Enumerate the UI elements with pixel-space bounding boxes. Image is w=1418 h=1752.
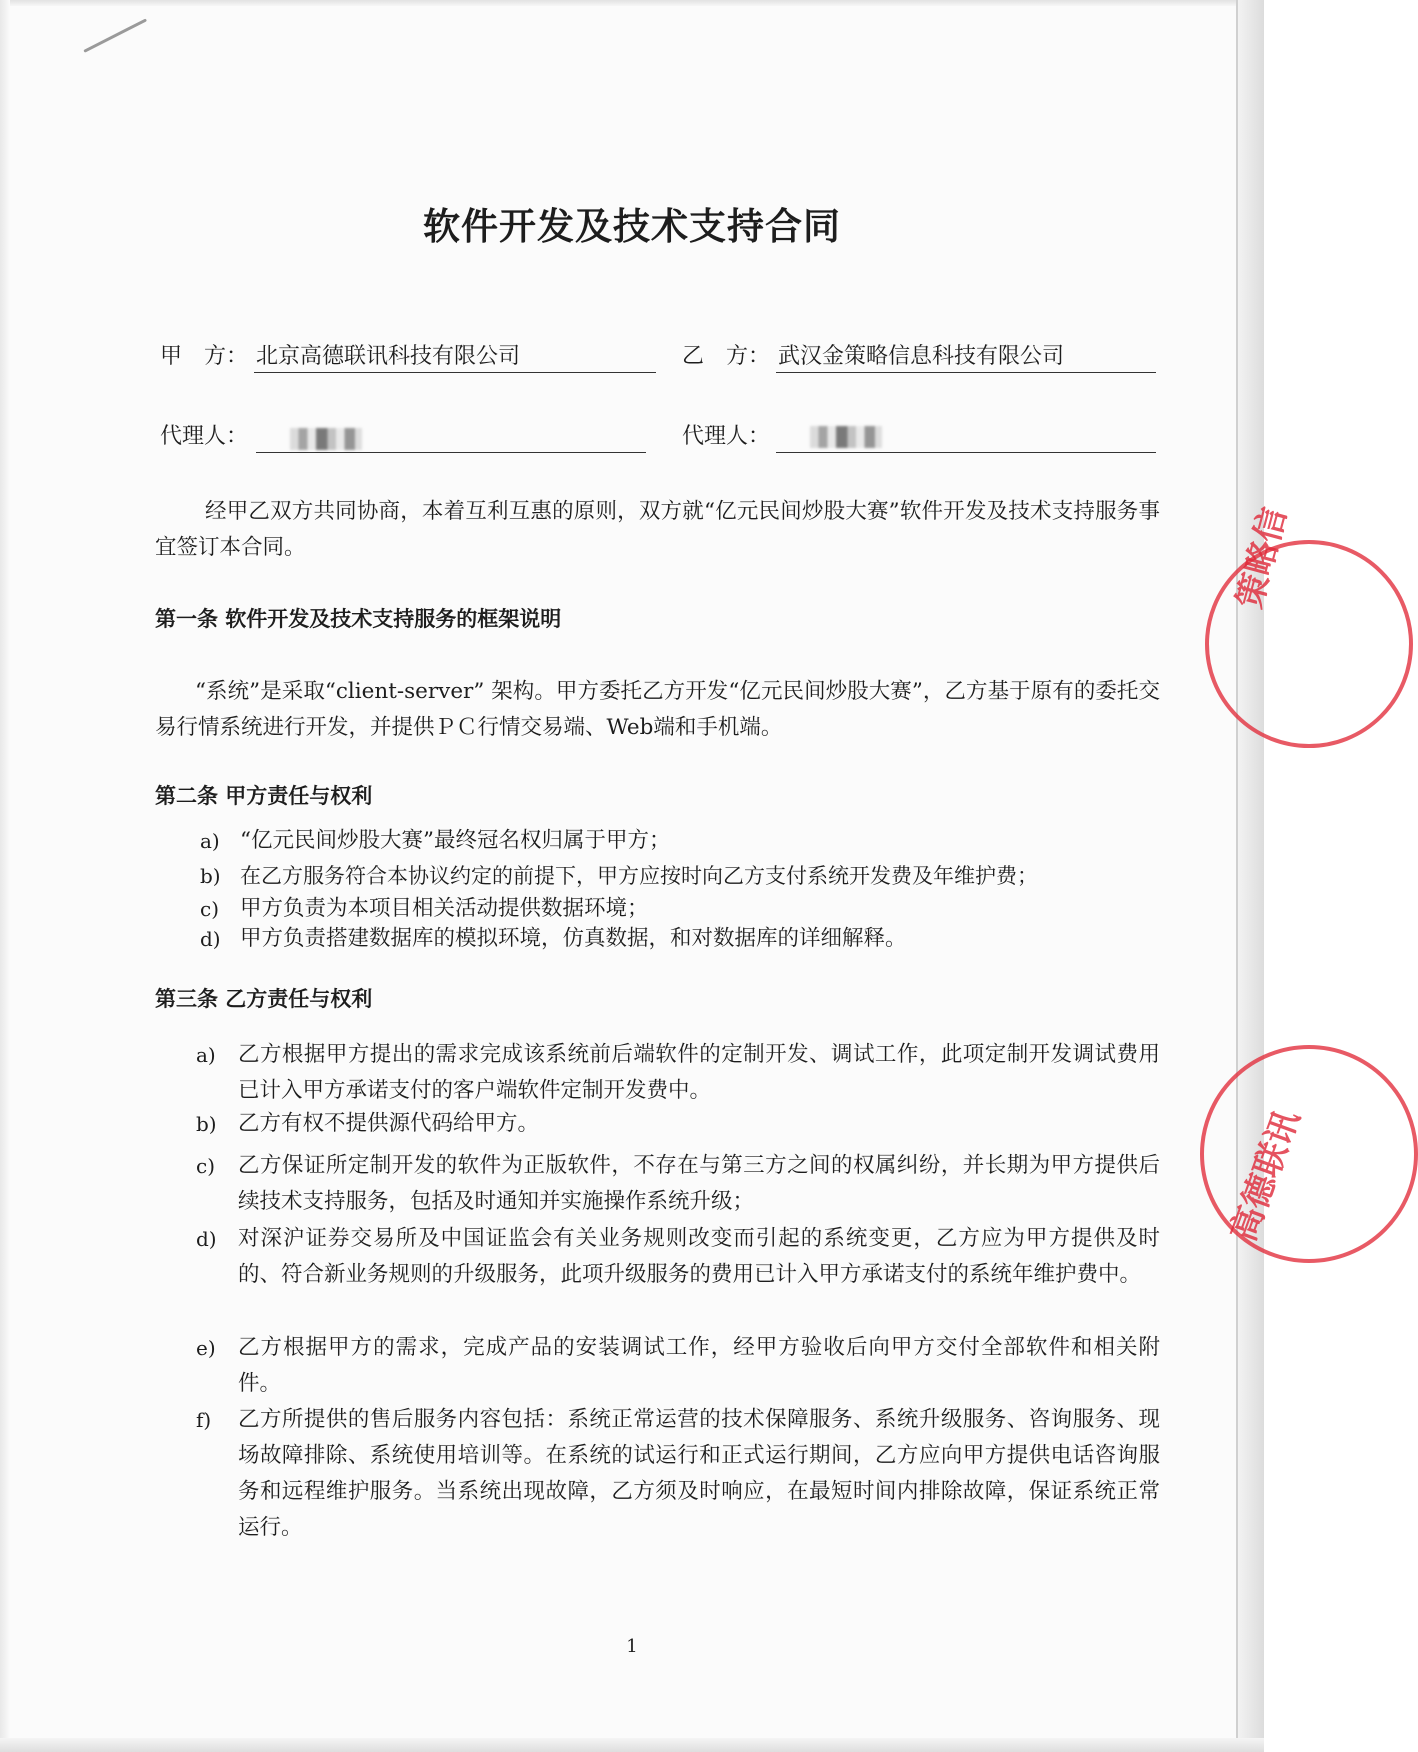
party-a-agent-label: 代理人： xyxy=(160,424,249,449)
article-2-item-marker: c) xyxy=(200,897,220,921)
party-a-agent-redacted xyxy=(290,428,362,450)
party-b-agent-label: 代理人： xyxy=(682,424,771,449)
article-2-heading: 第二条 甲方责任与权利 xyxy=(155,784,373,808)
seal-upper-text: 策略信 xyxy=(1229,503,1295,613)
scan-scratch-mark xyxy=(83,18,147,52)
article-3-item-text: 乙方所提供的售后服务内容包括：系统正常运营的技术保障服务、系统升级服务、咨询服务、现场故障排除、系统使用培训等。在系统的试运行和正式运行期间，乙方应向甲方提供电话咨询服务和远程维护服务。当系统出现故障，乙方须及时响应，在最短时间内排除故障，保证系统正常运行。 xyxy=(238,1407,1160,1540)
article-3-item-marker: a) xyxy=(196,1043,216,1067)
party-a-name: 北京高德联讯科技有限公司 xyxy=(256,344,521,369)
article-2-item-marker: d) xyxy=(200,927,221,951)
party-b-agent-redacted xyxy=(810,426,882,448)
contract-title: 软件开发及技术支持合同 xyxy=(423,205,841,248)
article-3-item-text: 对深沪证券交易所及中国证监会有关业务规则改变而引起的系统变更，乙方应为甲方提供及时的、符合新业务规则的升级服务，此项升级服务的费用已计入甲方承诺支付的系统年维护费中。 xyxy=(238,1226,1160,1287)
article-1-body: “系统”是采取“client-server” 架构。甲方委托乙方开发“亿元民间炒股大赛”，乙方基于原有的委托交易行情系统进行开发，并提供ＰＣ行情交易端、Web端和手机端。 xyxy=(155,679,1160,740)
article-2-item-marker: b) xyxy=(200,864,221,888)
article-3-heading: 第三条 乙方责任与权利 xyxy=(155,987,373,1011)
scan-edge-top xyxy=(0,0,1264,6)
article-3-item-text: 乙方有权不提供源代码给甲方。 xyxy=(238,1111,540,1136)
article-3-item-marker: c) xyxy=(196,1154,216,1178)
scan-edge-right xyxy=(1236,0,1264,1752)
article-2-item-text: 甲方负责为本项目相关活动提供数据环境； xyxy=(240,896,649,921)
article-3-item-marker: f) xyxy=(196,1408,212,1432)
article-2-item-text: “亿元民间炒股大赛”最终冠名权归属于甲方； xyxy=(240,828,671,853)
party-a-label: 甲 方： xyxy=(160,344,249,369)
scan-edge-left xyxy=(0,0,10,1752)
article-3-item-text: 乙方根据甲方的需求，完成产品的安装调试工作，经甲方验收后向甲方交付全部软件和相关附件。 xyxy=(238,1335,1160,1396)
party-b-label: 乙 方： xyxy=(682,344,771,369)
scan-edge-bottom xyxy=(0,1738,1264,1752)
article-3-item-marker: e) xyxy=(196,1336,216,1360)
article-3-item-marker: b) xyxy=(196,1112,217,1136)
seal-lower-text: 高德联讯 xyxy=(1223,1104,1308,1247)
article-2-item-marker: a) xyxy=(200,829,220,853)
page-number: 1 xyxy=(626,1636,638,1657)
article-3-item-marker: d) xyxy=(196,1227,217,1251)
party-b-name: 武汉金策略信息科技有限公司 xyxy=(778,344,1065,369)
scan-edge-right-line xyxy=(1236,0,1238,1752)
article-3-item-text: 乙方根据甲方提出的需求完成该系统前后端软件的定制开发、调试工作，此项定制开发调试费用已计入甲方承诺支付的客户端软件定制开发费中。 xyxy=(238,1042,1160,1103)
article-2-item-text: 甲方负责搭建数据库的模拟环境，仿真数据，和对数据库的详细解释。 xyxy=(240,926,907,951)
article-3-item-text: 乙方保证所定制开发的软件为正版软件，不存在与第三方之间的权属纠纷，并长期为甲方提供后续技术支持服务，包括及时通知并实施操作系统升级； xyxy=(238,1153,1160,1214)
article-2-item-text: 在乙方服务符合本协议约定的前提下，甲方应按时向乙方支付系统开发费及年维护费； xyxy=(240,864,1038,888)
article-1-heading: 第一条 软件开发及技术支持服务的框架说明 xyxy=(155,607,562,631)
intro-paragraph: 经甲乙双方共同协商，本着互利互惠的原则，双方就“亿元民间炒股大赛”软件开发及技术支持服务事宜签订本合同。 xyxy=(155,499,1160,560)
